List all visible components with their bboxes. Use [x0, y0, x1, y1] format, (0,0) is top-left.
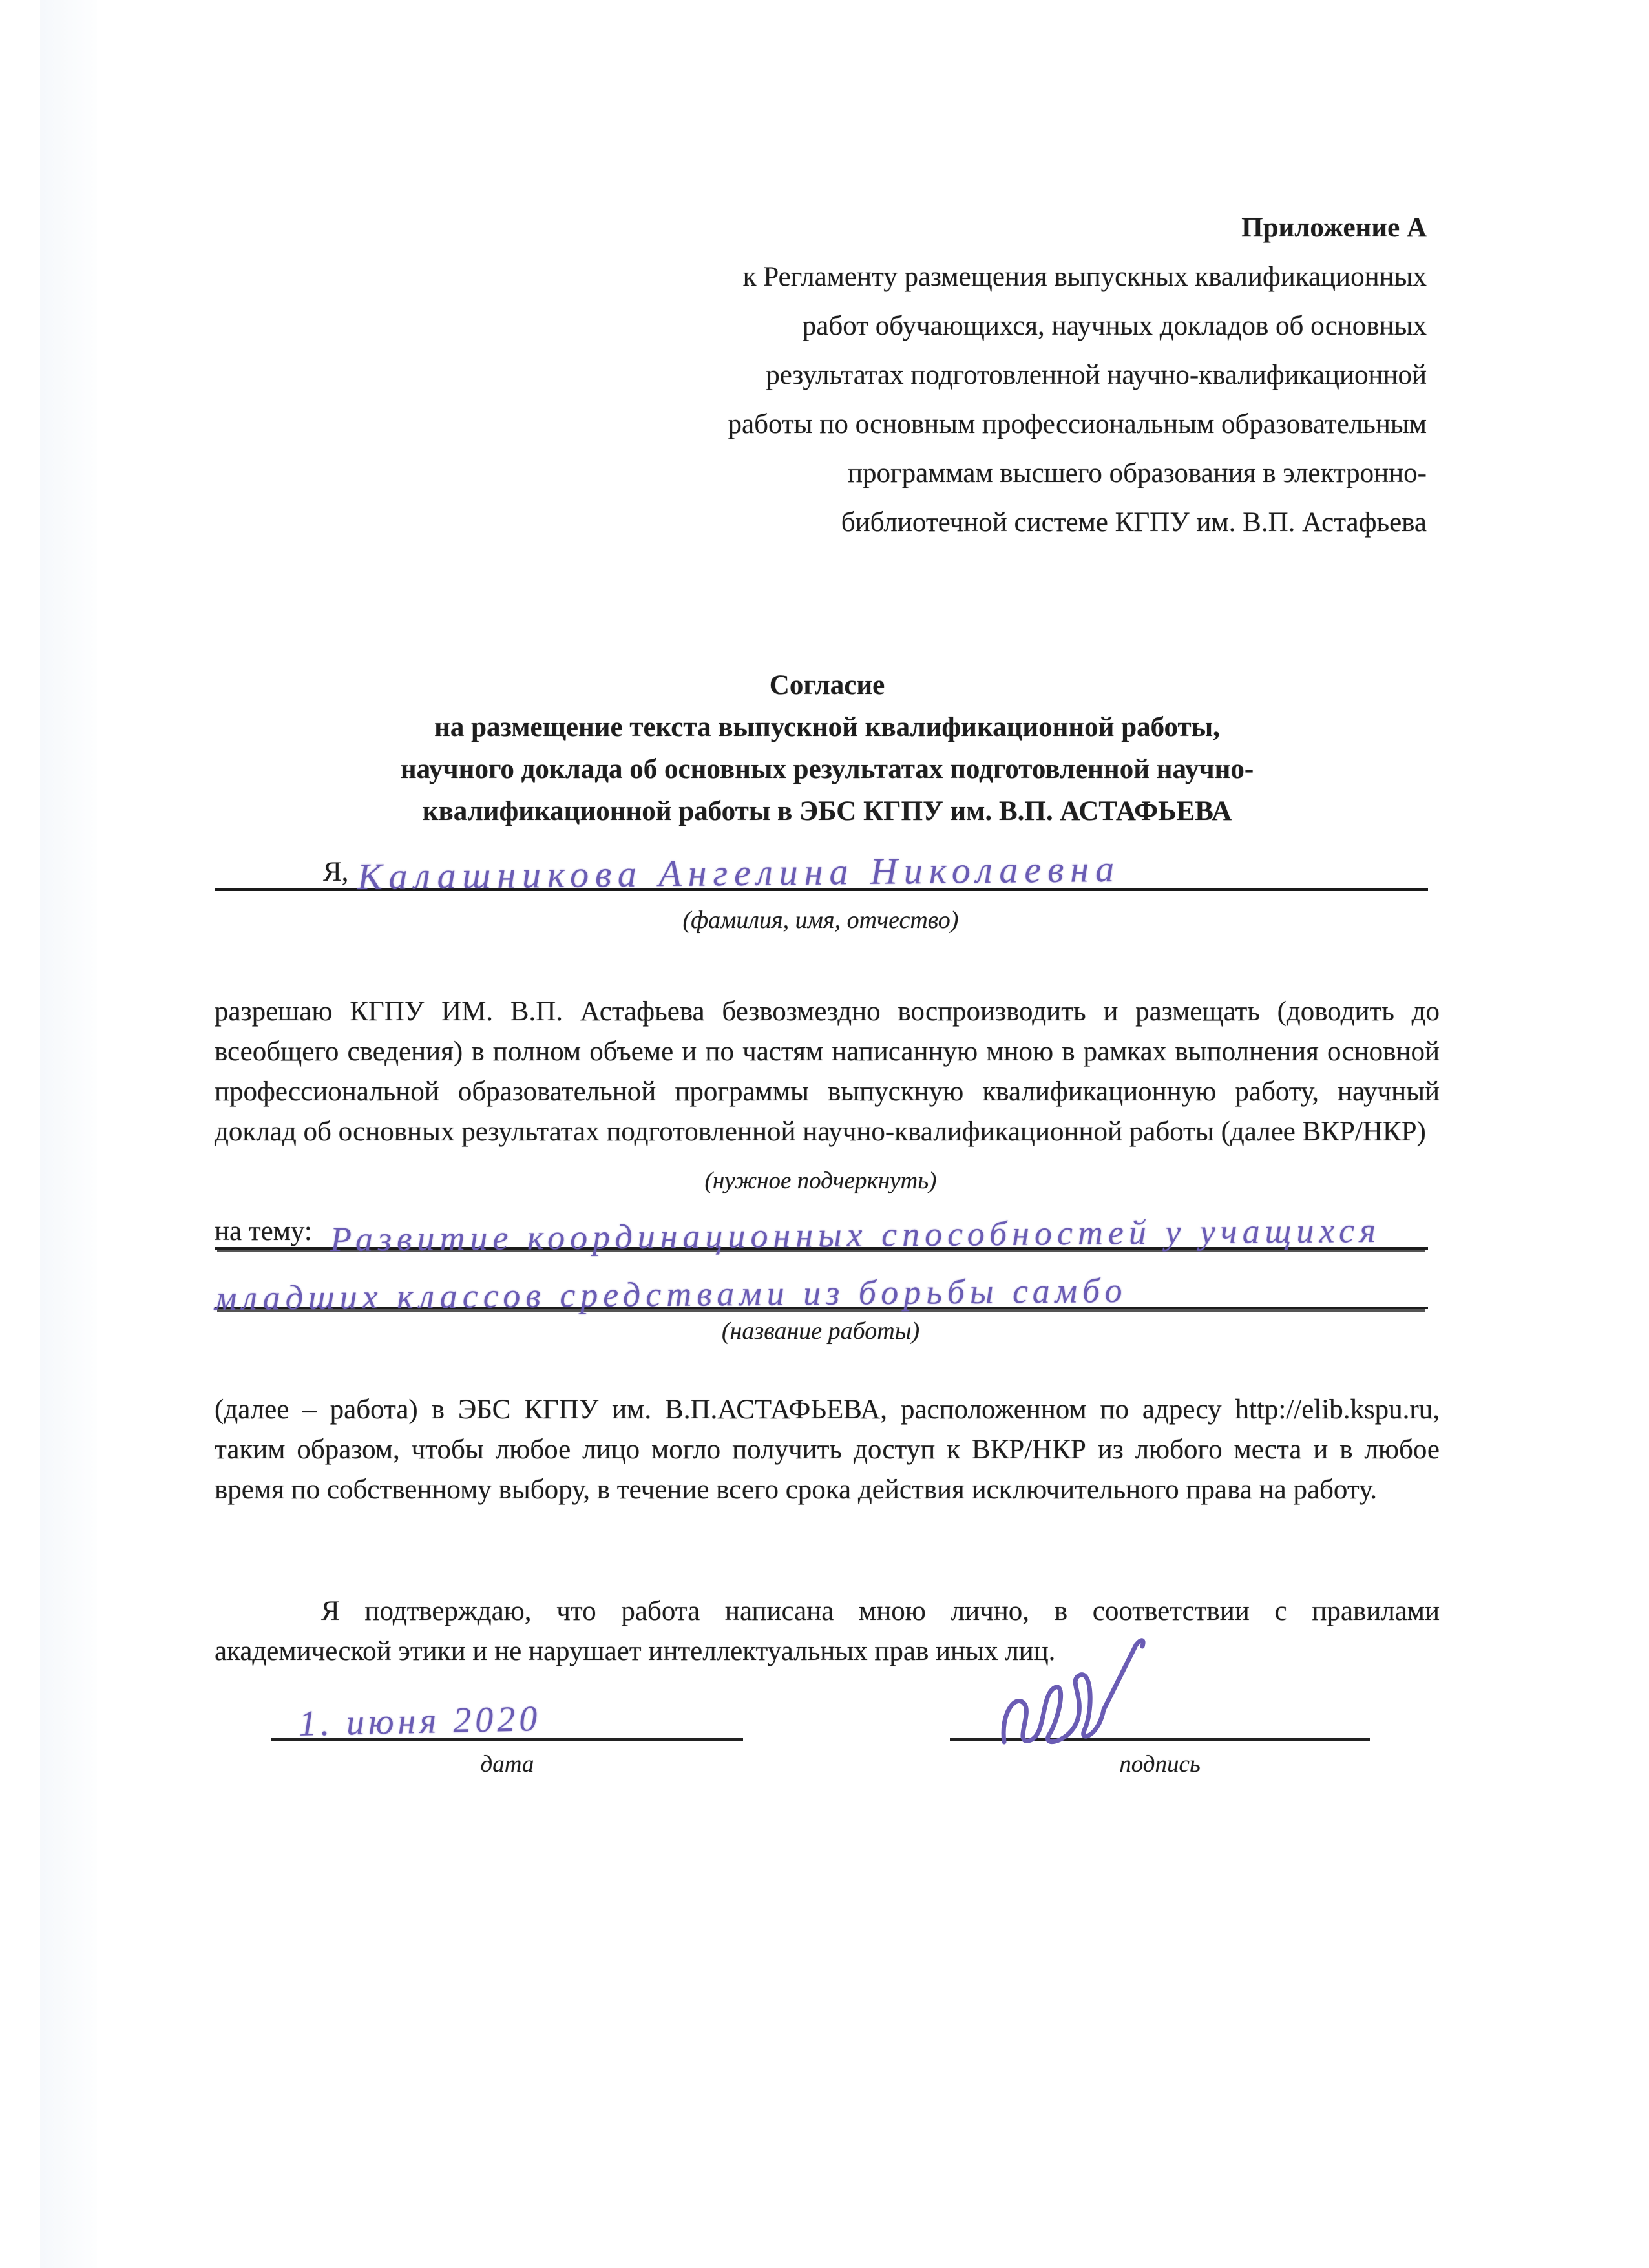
underline-hint-caption: (нужное подчеркнуть) — [704, 1168, 937, 1194]
permission-paragraph: разрешаю КГПУ ИМ. В.П. Астафьева безвозмездно воспроизводить и размещать (доводить до всеобщего сведения) в полном объеме и по частям написанную мною в рамках выполнения основной профессиональной образовательной программы выпускную квалификационную работу, научный доклад об основных результатах подготовленной научно-квалификационной работы (далее ВКР/НКР) — [215, 996, 1440, 1147]
handwritten-topic-line-2: младших классов средствами из борьбы самбо — [214, 1270, 1128, 1318]
appendix-header — [445, 204, 1427, 547]
title-line: на размещение текста выпускной квалификационной работы, — [434, 712, 1220, 742]
date-field — [271, 1662, 743, 1778]
declarant-prefix: Я, — [323, 857, 349, 887]
document-title — [213, 664, 1441, 832]
title-line: Согласие — [769, 670, 885, 700]
appendix-label: Приложение А — [1241, 213, 1427, 243]
fio-caption: (фамилия, имя, отчество) — [682, 907, 959, 934]
title-line: квалификационной работы в ЭБС КГПУ им. В.П. АСТАФЬЕВА — [422, 796, 1232, 826]
confirmation-paragraph: Я подтверждаю, что работа написана мною лично, в соответствии с правилами академической этики и не нарушает интеллектуальных прав иных лиц. — [215, 1596, 1440, 1666]
header-line: результатах подготовленной научно-квалификационной — [766, 360, 1427, 390]
topic-line-1 — [215, 1193, 1428, 1259]
header-line: программам высшего образования в электронно- — [847, 458, 1427, 488]
signature-field — [950, 1641, 1370, 1778]
scan-artifact-strip — [40, 0, 97, 2268]
date-rule — [271, 1662, 743, 1744]
title-line: научного доклада об основных результатах подготовленной научно- — [400, 754, 1254, 784]
header-line: работ обучающихся, научных докладов об основных — [802, 311, 1427, 341]
topic-line-2 — [214, 1252, 1428, 1318]
declarant-name-line — [215, 829, 1428, 898]
work-title-caption: (название работы) — [721, 1318, 920, 1345]
signature-rule — [950, 1641, 1370, 1741]
handwritten-name: Калашникова Ангелина Николаевна — [357, 847, 1121, 898]
header-line: к Регламенту размещения выпускных квалификационных — [742, 262, 1427, 292]
address-paragraph: (далее – работа) в ЭБС КГПУ им. В.П.АСТАФЬЕВА, расположенном по адресу http://elib.kspu.ru, таким образом, чтобы любое лицо могло получить доступ к ВКР/НКР из любого места и в любое время по собственному выбору, в течение всего срока действия исключительного права на работу. — [215, 1394, 1440, 1505]
handwritten-date: 1. июня 2020 — [298, 1699, 541, 1744]
handwritten-topic-line-1: Развитие координационных способностей у учащихся — [330, 1210, 1381, 1259]
date-label: дата — [480, 1751, 534, 1778]
topic-prefix: на тему: — [215, 1216, 312, 1246]
header-line: библиотечной системе КГПУ им. В.П. Астафьева — [841, 507, 1427, 538]
header-line: работы по основным профессиональным образовательным — [728, 409, 1427, 439]
signature-scribble — [995, 1633, 1163, 1750]
signature-label: подпись — [1119, 1751, 1201, 1778]
